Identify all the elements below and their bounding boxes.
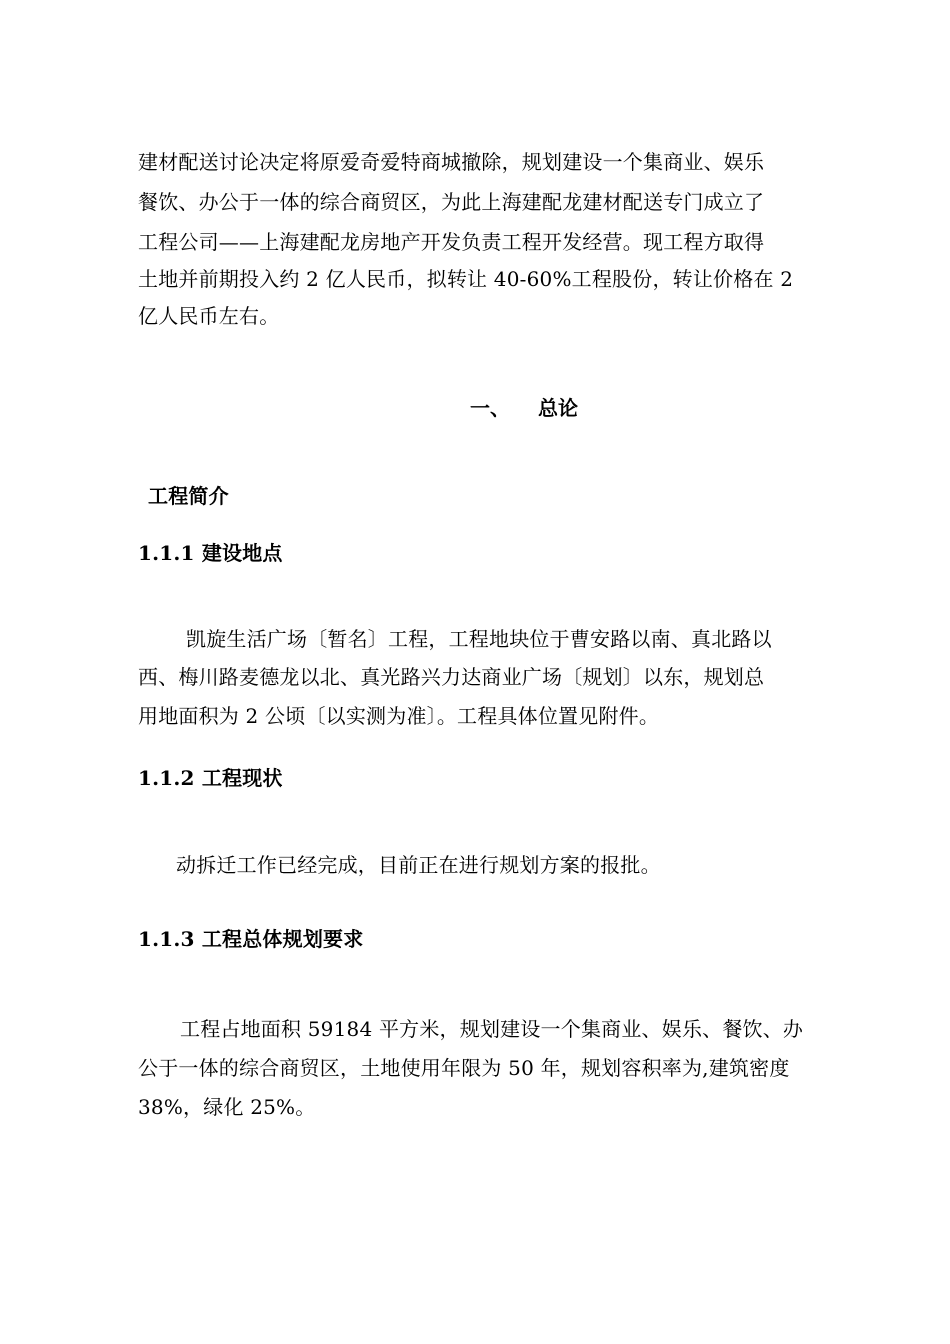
item-3-line-2: 公于一体的综合商贸区，土地使用年限为 50 年，规划容积率为,建筑密度: [138, 1056, 790, 1080]
item-2-line-1: 动拆迁工作已经完成，目前正在进行规划方案的报批。: [176, 853, 661, 877]
intro-line-2: 餐饮、办公于一体的综合商贸区，为此上海建配龙建材配送专门成立了: [138, 190, 765, 214]
item-1-line-1: 凯旋生活广场〔暂名〕工程，工程地块位于曹安路以南、真北路以: [186, 627, 772, 651]
intro-line-4: 土地并前期投入约 2 亿人民币，拟转让 40-60%工程股份，转让价格在 2: [138, 267, 794, 291]
subsection-title: 工程简介: [148, 484, 229, 508]
item-heading-3: 1.1.3 工程总体规划要求: [138, 927, 364, 951]
intro-line-3: 工程公司——上海建配龙房地产开发负责工程开发经营。现工程方取得: [138, 230, 765, 254]
section-heading: [470, 396, 578, 420]
section-title: 总论: [538, 396, 578, 420]
intro-line-1: 建材配送讨论决定将原爱奇爱特商城撤除，规划建设一个集商业、娱乐: [138, 150, 765, 174]
item-3-line-1: 工程占地面积 59184 平方米，规划建设一个集商业、娱乐、餐饮、办: [180, 1017, 804, 1041]
item-1-line-2: 西、梅川路麦德龙以北、真光路兴力达商业广场〔规划〕以东，规划总: [138, 665, 765, 689]
item-1-line-3: 用地面积为 2 公顷〔以实测为准〕。工程具体位置见附件。: [138, 704, 660, 728]
item-heading-2: 1.1.2 工程现状: [138, 766, 283, 790]
item-heading-1: 1.1.1 建设地点: [138, 541, 283, 565]
section-number: 一、: [470, 396, 510, 420]
item-3-line-3: 38%，绿化 25%。: [138, 1095, 316, 1119]
intro-line-5: 亿人民币左右。: [138, 304, 280, 328]
